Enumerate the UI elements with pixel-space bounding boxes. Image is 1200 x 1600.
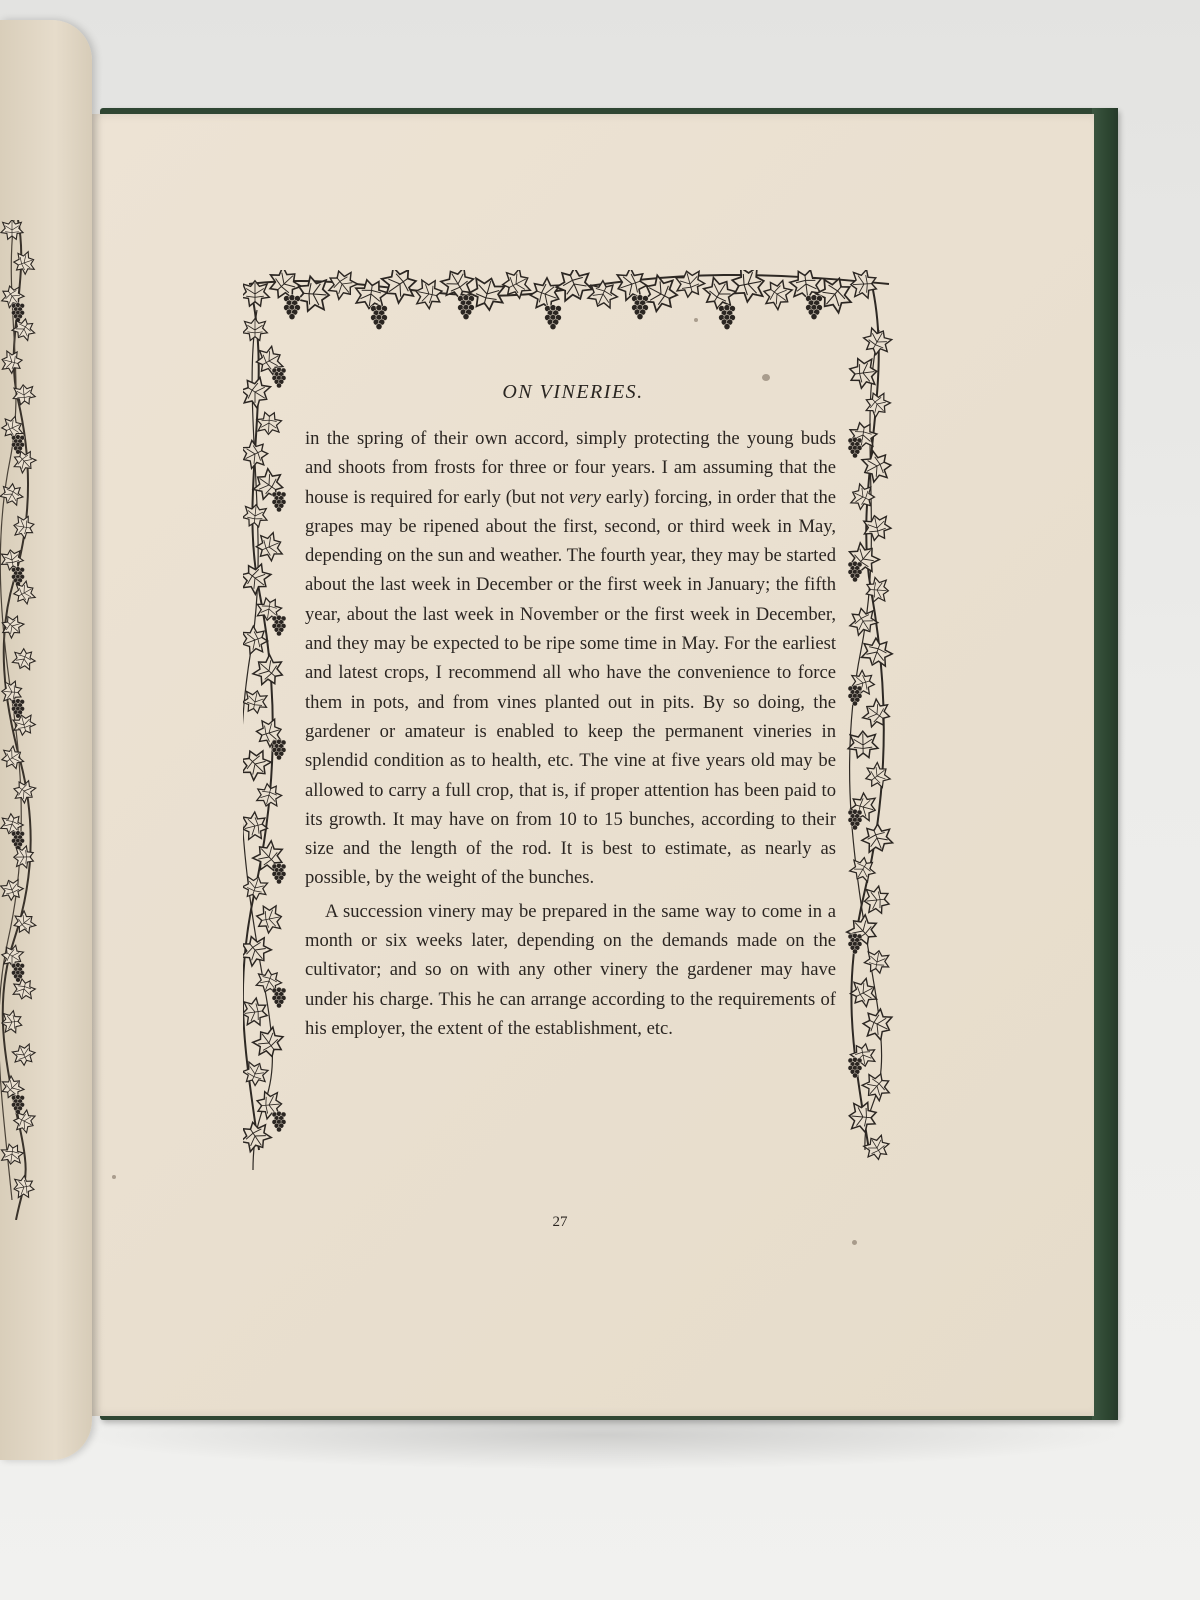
- vine-leaf-icon: [845, 604, 881, 639]
- grape-bunch-icon: [458, 295, 475, 320]
- vine-leaf-icon: [243, 997, 268, 1027]
- grape-bunch-icon: [272, 491, 286, 512]
- vine-leaf-icon: [256, 412, 282, 435]
- vine-leaf-icon: [243, 373, 275, 412]
- left-page: [0, 20, 92, 1460]
- vine-leaf-icon: [10, 447, 39, 476]
- grape-bunch-icon: [719, 305, 736, 330]
- vine-leaf-icon: [858, 821, 895, 857]
- grape-bunch-icon: [371, 305, 388, 330]
- vine-leaf-icon: [243, 688, 269, 715]
- vine-leaf-icon: [243, 931, 275, 970]
- paragraph-2: A succession vinery may be prepared in the same way to come in a month or six weeks later, depending on the demands made on the cultivator; and so on with any other vinery the gardener may have under his charge. This he can arrange according to the requirements of his employer, the extent of the establishment, etc.: [305, 900, 836, 1039]
- vine-leaf-icon: [243, 503, 268, 527]
- vine-leaf-icon: [858, 447, 895, 486]
- vine-leaf-icon: [255, 903, 284, 934]
- vine-leaf-icon: [243, 281, 269, 306]
- vine-leaf-icon: [863, 885, 890, 915]
- vine-leaf-icon: [848, 731, 878, 758]
- grape-bunch-icon: [272, 1111, 286, 1132]
- paper-speck: [694, 318, 698, 322]
- cover-edge: [1092, 108, 1118, 1420]
- grape-bunch-icon: [11, 1095, 24, 1114]
- paper-speck: [112, 1175, 116, 1179]
- grape-bunch-icon: [848, 561, 862, 582]
- grape-bunch-icon: [632, 295, 649, 320]
- vine-leaf-icon: [552, 270, 596, 306]
- grape-bunch-icon: [272, 863, 286, 884]
- grape-bunch-icon: [11, 435, 24, 454]
- vine-leaf-icon: [858, 635, 895, 670]
- vine-leaf-icon: [847, 481, 877, 513]
- grape-bunch-icon: [545, 305, 562, 330]
- grape-bunch-icon: [806, 295, 823, 320]
- vine-leaf-icon: [413, 277, 444, 310]
- vine-leaf-icon: [0, 1143, 24, 1165]
- vine-leaf-icon: [11, 1107, 38, 1136]
- grape-bunch-icon: [272, 615, 286, 636]
- vine-leaf-icon: [0, 877, 26, 903]
- body-text: [305, 424, 836, 1043]
- grape-bunch-icon: [272, 987, 286, 1008]
- left-page-vine-icon: [0, 220, 40, 1220]
- paper-speck: [852, 1240, 857, 1245]
- chapter-heading: ON VINERIES.: [502, 381, 644, 403]
- vine-leaf-icon: [858, 1068, 894, 1104]
- vine-leaf-icon: [863, 949, 891, 975]
- vine-leaf-icon: [10, 578, 38, 607]
- vine-leaf-icon: [847, 854, 879, 885]
- grape-bunch-icon: [848, 933, 862, 954]
- vine-leaf-icon: [249, 651, 289, 691]
- grape-bunch-icon: [848, 685, 862, 706]
- paragraph-1-rest: early) forcing, in order that the grapes may be ripened about the first, second, or third week in May, depending on the sun and weather. The fourth year, they may be started about the last week in December or the first week in January; the fifth year, about the last week in November or the first week in December, and they may be expected to be ripe some time in May. For the earliest and latest crops, I recommend all who have the convenience to force them in pots, and from vines planted out in pits. By so doing, the gardener or amateur is enabled to keep the permanent vineries in splendid condition as to health, etc. The vine at five years old may be allowed to carry a full crop, that is, if proper attention has been paid to its growth. It may have on from 10 to 15 bunches, according to their size and the length of the rod. It is best to estimate, as nearly as possible, by the weight of the bunches.: [305, 486, 836, 889]
- paragraph-1: [305, 424, 836, 893]
- vine-leaf-icon: [10, 646, 38, 673]
- vine-leaf-icon: [12, 1174, 35, 1199]
- vine-leaf-icon: [377, 270, 422, 307]
- page-number: 27: [552, 1214, 568, 1230]
- grape-bunch-icon: [848, 437, 862, 458]
- paragraph-1-emphasis: very: [569, 486, 602, 508]
- vine-leaf-icon: [12, 249, 38, 276]
- vine-leaf-icon: [249, 1023, 289, 1062]
- vine-leaf-icon: [323, 270, 361, 303]
- grape-bunch-icon: [272, 367, 286, 388]
- vine-leaf-icon: [243, 437, 271, 472]
- grape-bunch-icon: [848, 809, 862, 830]
- paper-speck: [762, 374, 770, 381]
- vine-leaf-icon: [861, 759, 893, 792]
- grape-bunch-icon: [11, 831, 24, 850]
- grape-bunch-icon: [284, 295, 301, 320]
- vine-leaf-icon: [0, 349, 24, 375]
- grape-bunch-icon: [848, 1057, 862, 1078]
- vine-leaf-icon: [11, 977, 37, 1001]
- grape-bunch-icon: [272, 739, 286, 760]
- vine-leaf-icon: [850, 270, 877, 299]
- vine-leaf-icon: [12, 514, 35, 539]
- paragraph-1-lead: in the spring of their own accord, simply protecting the young buds and shoots from frosts for three or four years. I am assuming that the house is required for early (but not: [305, 428, 836, 508]
- vine-leaf-icon: [859, 1005, 895, 1043]
- grape-bunch-icon: [11, 699, 24, 718]
- vine-leaf-icon: [243, 319, 267, 341]
- vine-leaf-icon: [10, 1041, 38, 1068]
- vine-leaf-icon: [859, 696, 895, 732]
- vine-leaf-icon: [10, 908, 39, 937]
